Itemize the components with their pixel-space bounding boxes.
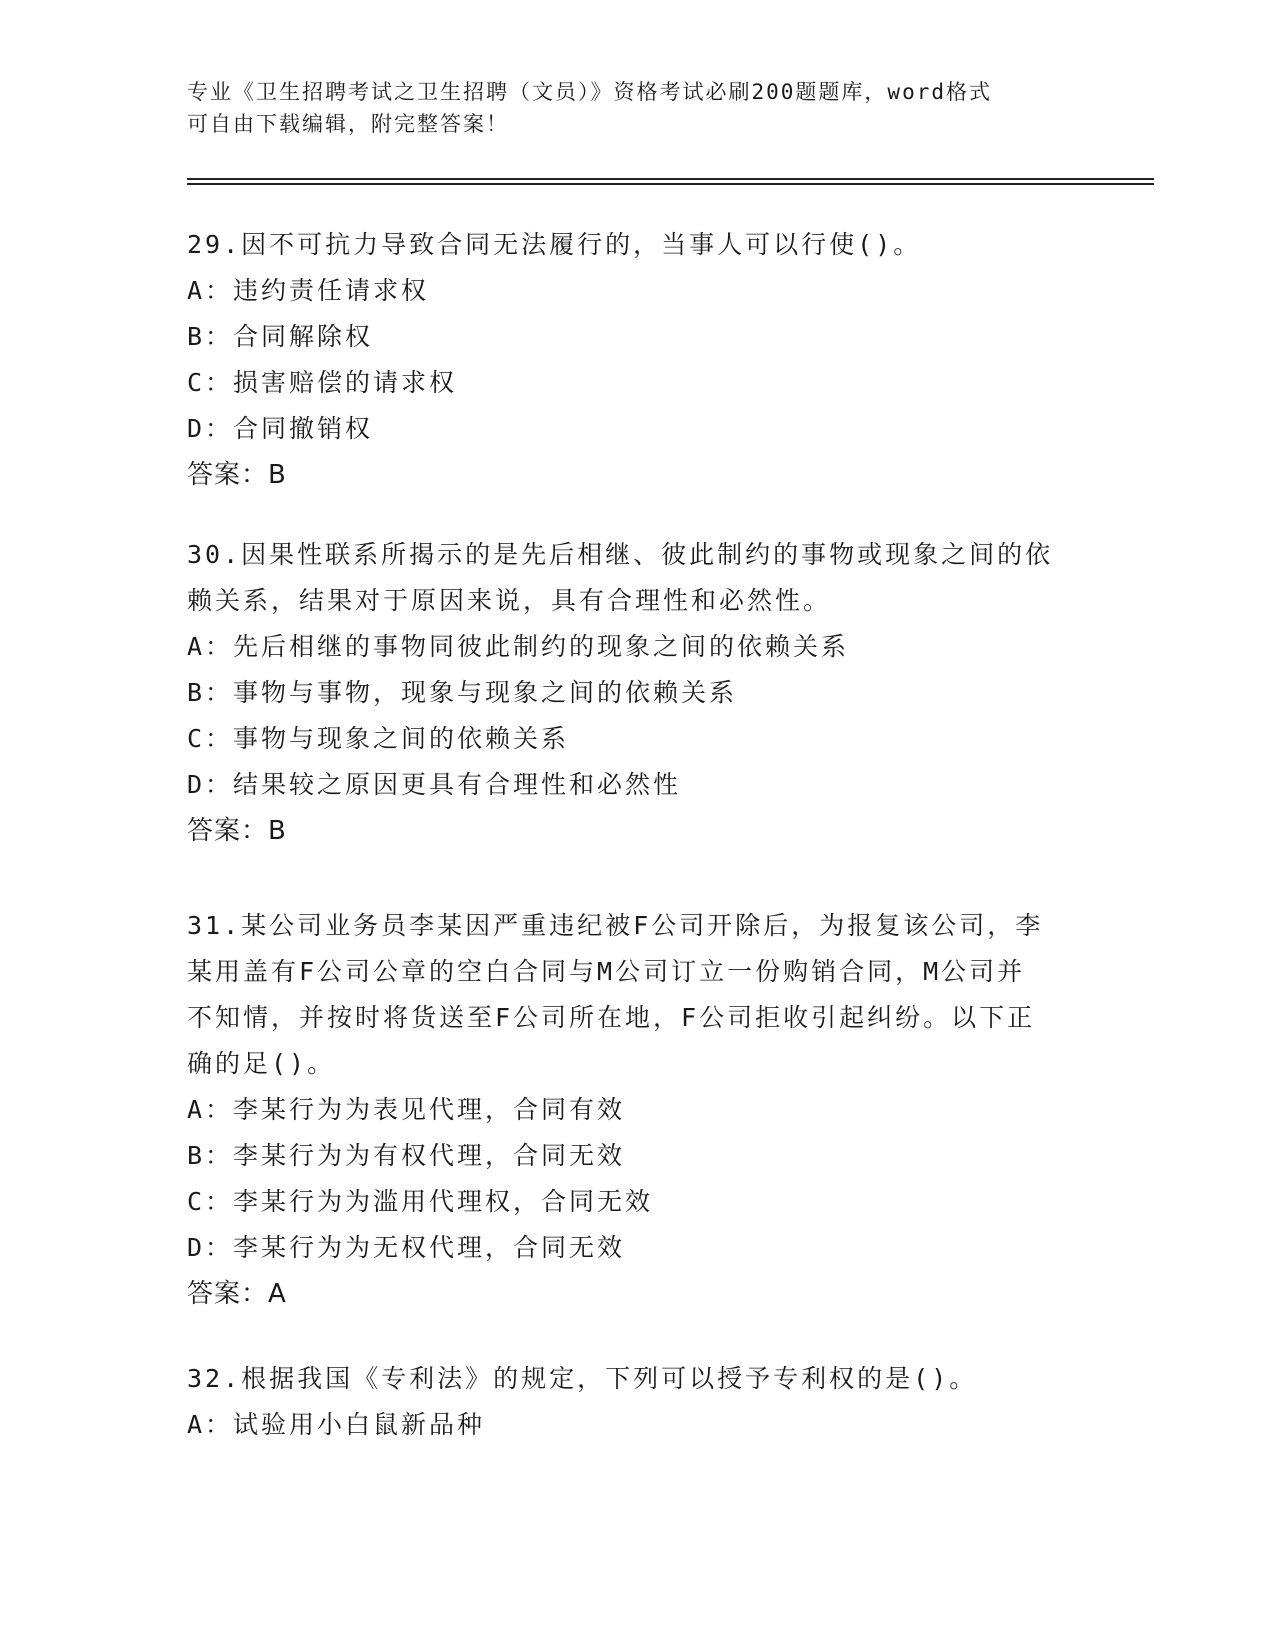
question-30	[187, 532, 1087, 854]
option-b: B：合同解除权	[187, 322, 374, 351]
question-text-line: 29.因不可抗力导致合同无法履行的，当事人可以行使()。	[187, 230, 922, 259]
question-29	[187, 222, 1087, 498]
document-header	[187, 76, 1087, 140]
question-text-line: 赖关系，结果对于原因来说，具有合理性和必然性。	[187, 586, 832, 615]
option-b: B：李某行为为有权代理，合同无效	[187, 1141, 626, 1170]
header-line-2: 可自由下载编辑，附完整答案！	[187, 112, 509, 136]
option-b: B：事物与事物，现象与现象之间的依赖关系	[187, 678, 738, 707]
header-divider-bottom	[187, 183, 1154, 185]
option-c: C：李某行为为滥用代理权，合同无效	[187, 1187, 654, 1216]
option-a: A：李某行为为表见代理，合同有效	[187, 1095, 626, 1124]
question-text-line: 确的足()。	[187, 1049, 336, 1078]
answer: 答案：B	[187, 460, 287, 490]
question-text-line: 不知情，并按时将货送至F公司所在地，F公司拒收引起纠纷。以下正	[187, 1003, 1036, 1032]
question-31	[187, 903, 1087, 1317]
question-text-line: 32.根据我国《专利法》的规定，下列可以授予专利权的是()。	[187, 1364, 978, 1393]
option-a: A：违约责任请求权	[187, 276, 430, 305]
question-text-line: 30.因果性联系所揭示的是先后相继、彼此制约的事物或现象之间的依	[187, 540, 1054, 569]
option-c: C：损害赔偿的请求权	[187, 368, 458, 397]
answer: 答案：B	[187, 816, 287, 846]
option-d: D：李某行为为无权代理，合同无效	[187, 1233, 626, 1262]
option-d: D：合同撤销权	[187, 414, 374, 443]
question-32	[187, 1356, 1087, 1448]
question-text-line: 某用盖有F公司公章的空白合同与M公司订立一份购销合同，M公司并	[187, 957, 1026, 986]
option-d: D：结果较之原因更具有合理性和必然性	[187, 770, 682, 799]
header-line-1: 专业《卫生招聘考试之卫生招聘（文员）》资格考试必刷200题题库，word格式	[187, 80, 992, 104]
option-c: C：事物与现象之间的依赖关系	[187, 724, 570, 753]
option-a: A：先后相继的事物同彼此制约的现象之间的依赖关系	[187, 632, 850, 661]
option-a: A：试验用小白鼠新品种	[187, 1410, 486, 1439]
question-text-line: 31.某公司业务员李某因严重违纪被F公司开除后，为报复该公司，李	[187, 911, 1044, 940]
header-divider-top	[187, 178, 1154, 180]
answer: 答案：A	[187, 1279, 287, 1309]
